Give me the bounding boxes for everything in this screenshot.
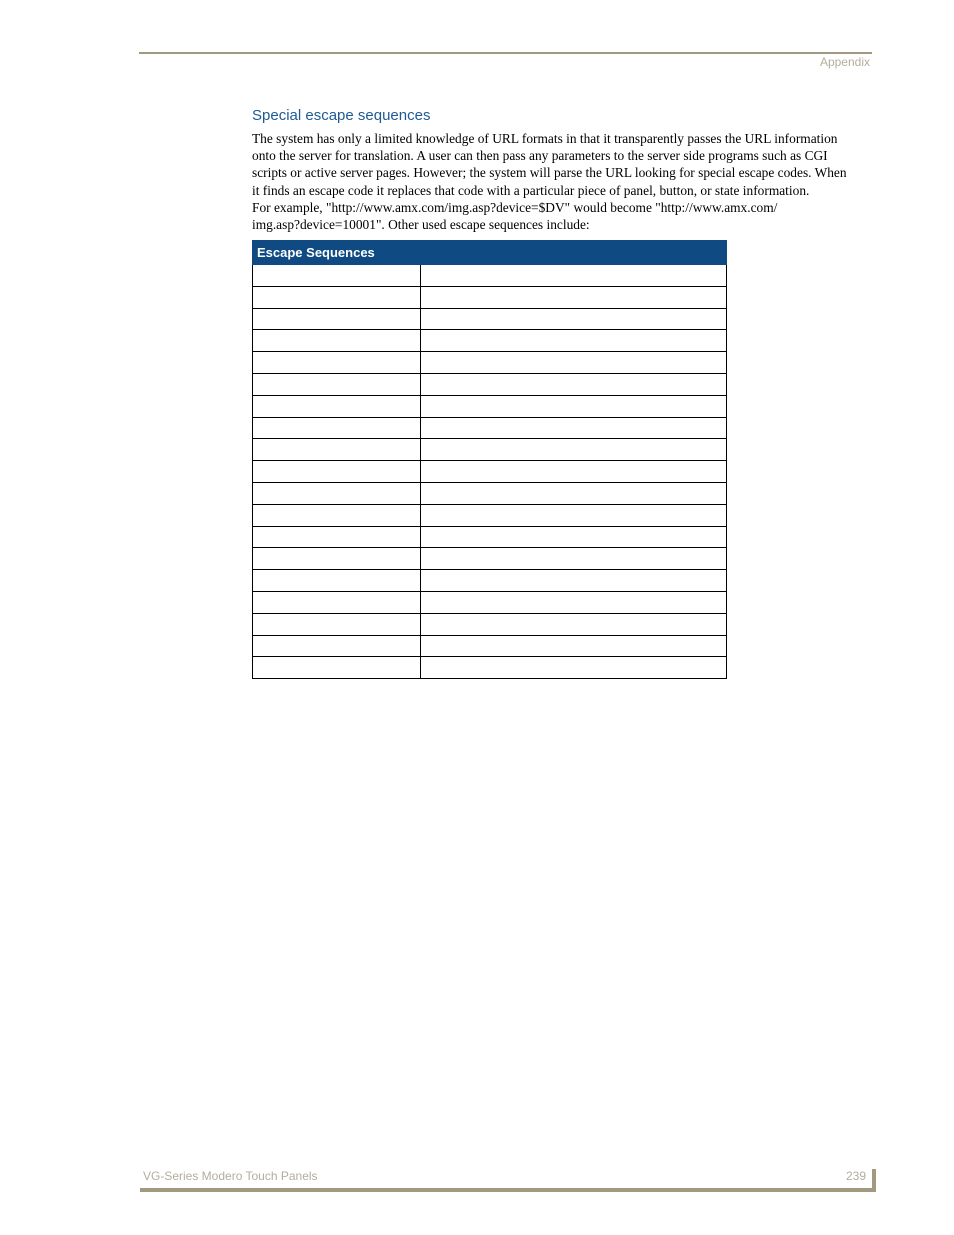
- table-row: [253, 395, 727, 417]
- table-row: [253, 504, 727, 526]
- table-cell-sequence: [253, 417, 421, 439]
- table-cell-description: [421, 504, 727, 526]
- table-cell-sequence: [253, 330, 421, 352]
- table-cell-sequence: [253, 308, 421, 330]
- table-cell-description: [421, 286, 727, 308]
- table-cell-description: [421, 526, 727, 548]
- table-cell-sequence: [253, 570, 421, 592]
- table-cell-description: [421, 548, 727, 570]
- paragraph-line: it finds an escape code it replaces that code with a particular piece of panel, button, or state information.: [252, 182, 810, 198]
- table-cell-sequence: [253, 613, 421, 635]
- table-row: [253, 439, 727, 461]
- running-header: Appendix: [819, 55, 870, 69]
- table-cell-description: [421, 373, 727, 395]
- header-rule: [139, 52, 872, 54]
- table-cell-sequence: [253, 504, 421, 526]
- paragraph-line: The system has only a limited knowledge of URL formats in that it transparently passes the URL information: [252, 131, 838, 146]
- body-paragraph: [252, 130, 872, 233]
- table-row: [253, 265, 727, 287]
- table-row: [253, 461, 727, 483]
- section-heading: Special escape sequences: [252, 107, 431, 124]
- table-cell-sequence: [253, 548, 421, 570]
- table-cell-description: [421, 417, 727, 439]
- table-cell-description: [421, 330, 727, 352]
- table-cell-sequence: [253, 395, 421, 417]
- table-cell-description: [421, 591, 727, 613]
- table-cell-description: [421, 635, 727, 657]
- table-cell-sequence: [253, 461, 421, 483]
- table-row: [253, 330, 727, 352]
- escape-sequences-table: [252, 240, 727, 679]
- footer-product-name: VG-Series Modero Touch Panels: [143, 1169, 318, 1183]
- table-cell-description: [421, 657, 727, 679]
- table-row: [253, 526, 727, 548]
- table-cell-description: [421, 439, 727, 461]
- table-cell-sequence: [253, 352, 421, 374]
- table-cell-sequence: [253, 635, 421, 657]
- table-header: Escape Sequences: [253, 241, 727, 265]
- table-row: [253, 613, 727, 635]
- table-cell-sequence: [253, 591, 421, 613]
- paragraph-line: For example, "http://www.amx.com/img.asp?device=$DV" would become "http://www.amx.com/: [252, 199, 778, 215]
- paragraph-line: img.asp?device=10001". Other used escape sequences include:: [252, 217, 590, 233]
- table-row: [253, 352, 727, 374]
- table-cell-description: [421, 395, 727, 417]
- table-body: [253, 265, 727, 679]
- table-cell-description: [421, 570, 727, 592]
- table-cell-description: [421, 308, 727, 330]
- table-cell-description: [421, 482, 727, 504]
- table-cell-sequence: [253, 439, 421, 461]
- table-row: [253, 286, 727, 308]
- table-cell-sequence: [253, 657, 421, 679]
- table-cell-description: [421, 613, 727, 635]
- table-cell-sequence: [253, 526, 421, 548]
- table-cell-sequence: [253, 482, 421, 504]
- paragraph-line: onto the server for translation. A user can then pass any parameters to the server side programs such as CGI: [252, 148, 828, 164]
- table-cell-description: [421, 352, 727, 374]
- table-row: [253, 570, 727, 592]
- table-cell-sequence: [253, 286, 421, 308]
- footer-rule: [140, 1188, 876, 1192]
- paragraph-line: scripts or active server pages. However; the system will parse the URL looking for special escape codes. When: [252, 165, 847, 181]
- table-row: [253, 548, 727, 570]
- table-cell-sequence: [253, 373, 421, 395]
- table-row: [253, 635, 727, 657]
- table-cell-description: [421, 461, 727, 483]
- table-cell-description: [421, 265, 727, 287]
- table-header-row: [253, 241, 727, 265]
- table-cell-sequence: [253, 265, 421, 287]
- table-row: [253, 657, 727, 679]
- table-row: [253, 591, 727, 613]
- table-row: [253, 482, 727, 504]
- page-number: 239: [845, 1169, 866, 1183]
- table-row: [253, 308, 727, 330]
- table-row: [253, 417, 727, 439]
- table-row: [253, 373, 727, 395]
